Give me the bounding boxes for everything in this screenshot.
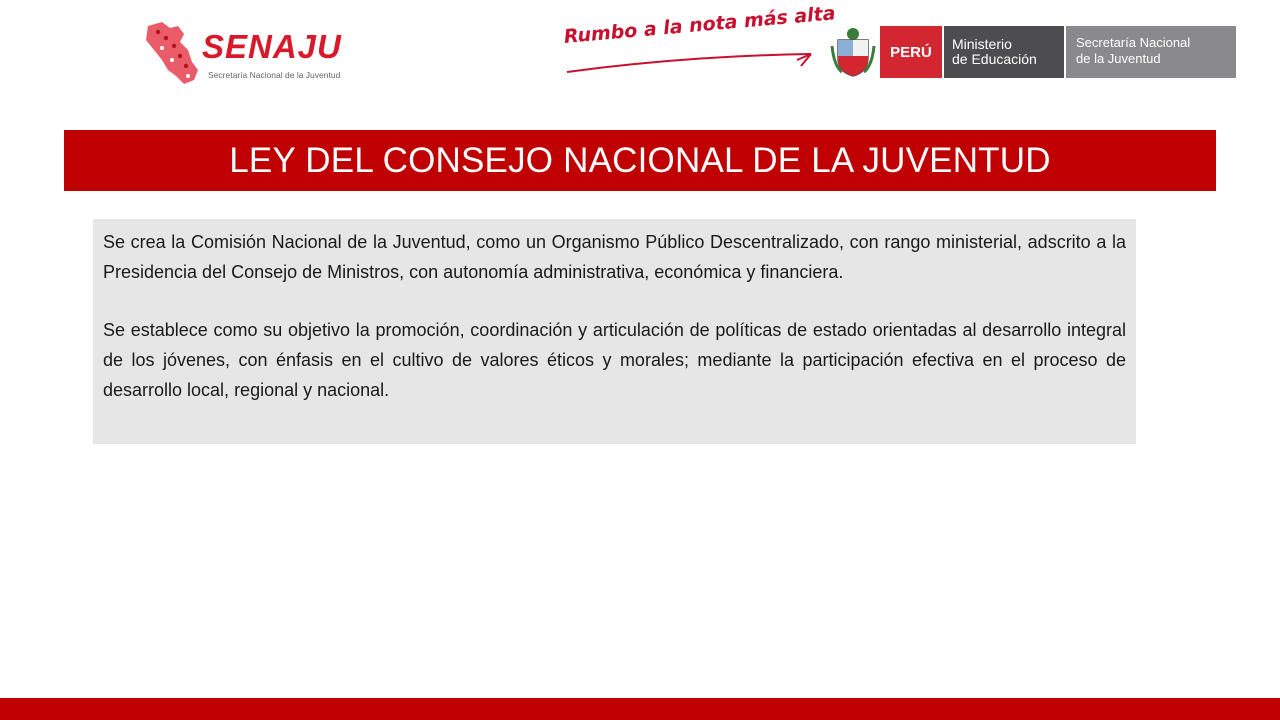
peru-map-icon [140,20,200,86]
senaju-logo-word: SENAJU [202,28,342,65]
gov-ministry-label [944,26,1064,78]
footer-bar [0,698,1280,720]
senaju-logo-subtitle: Secretaría Nacional de la Juventud [208,70,341,80]
government-banner [880,26,1236,78]
slide-title: LEY DEL CONSEJO NACIONAL DE LA JUVENTUD [229,140,1051,180]
slogan-text: Rumbo a la nota más alta [563,2,837,48]
gov-peru-label: PERÚ [880,26,942,78]
gov-secretariat-line2: de la Juventud [1076,50,1161,66]
content-box [93,219,1136,444]
slogan-swoosh-icon [565,50,815,76]
gov-ministry-line2: de Educación [952,51,1037,68]
gov-ministry-line1: Ministerio [952,36,1012,52]
slide-header [0,0,1280,110]
senaju-logo [140,20,390,86]
peru-coat-of-arms-icon [830,26,876,78]
gov-secretariat-label [1066,26,1236,78]
paragraph-creation: Se crea la Comisión Nacional de la Juventud, como un Organismo Público Descentralizado, con rango ministerial, adscrito a la Presidencia del Consejo de Ministros, con autonomía administrativa, económica y financiera. [103,232,1126,282]
gov-secretariat-line1: Secretaría Nacional [1076,35,1191,50]
paragraph-objective: Se establece como su objetivo la promoción, coordinación y articulación de políticas de estado orientadas al desarrollo integral de los jóvenes, con énfasis en el cultivo de valores éticos y morales; mediante la participación efectiva en el proceso de desarrollo local, regional y nacional. [103,320,1126,400]
title-banner [64,130,1216,191]
